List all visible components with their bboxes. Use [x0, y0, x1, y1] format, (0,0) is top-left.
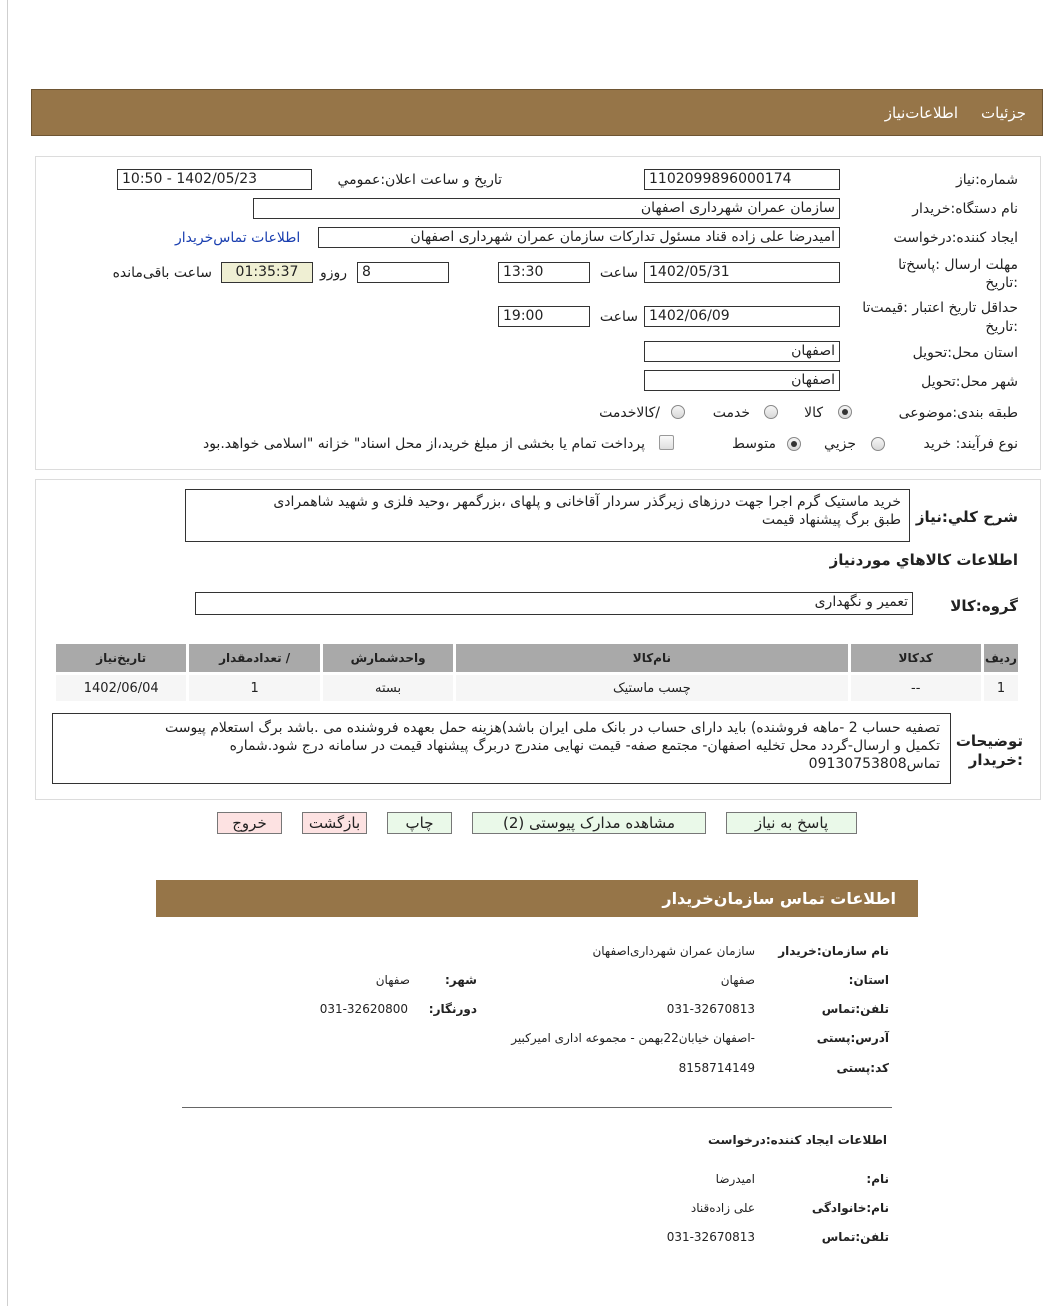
- page-left-border: [7, 0, 8, 1306]
- contact-city-label: شهر:: [445, 973, 477, 987]
- print-button[interactable]: چاپ: [387, 812, 452, 834]
- category-goods-service-label: /کالاخدمت: [599, 405, 660, 421]
- col-code: کدکالا: [851, 644, 981, 672]
- contact-province-label: استان:: [848, 973, 889, 987]
- buyer-notes-label-2: :خریدار: [968, 751, 1023, 769]
- cell-quantity: 1: [189, 675, 319, 701]
- tab-need-info[interactable]: اطلاعات‌نیاز: [884, 104, 958, 122]
- exit-button[interactable]: خروج: [217, 812, 282, 834]
- announce-datetime-field: 1402/05/23 - 10:50: [117, 169, 312, 190]
- validity-date-field: 1402/06/09: [644, 306, 840, 327]
- contact-address-value: -اصفهان خیابان22بهمن - مجموعه اداری امیرکبیر: [511, 1031, 755, 1045]
- back-button[interactable]: بازگشت: [302, 812, 367, 834]
- contact-city-value: صفهان: [375, 973, 410, 987]
- treasury-payment-note: پرداخت تمام یا بخشی از مبلغ خرید،از محل اسناد" خزانه "اسلامی خواهد.بود: [202, 436, 645, 452]
- deadline-date-field: 1402/05/31: [644, 262, 840, 283]
- tab-details[interactable]: جزئیات: [981, 104, 1026, 122]
- buyer-notes-line-2: تکمیل و ارسال-گردد محل تخلیه اصفهان- مجتمع صفه- قیمت نهایی مندرج دربرگ پیشنهاد قیمت در سامانه درج شود.شماره: [229, 738, 940, 754]
- category-service-radio[interactable]: [764, 405, 778, 419]
- process-small-radio[interactable]: [871, 437, 885, 451]
- days-label: روزو: [319, 265, 347, 281]
- province-label: استان محل:تحویل: [912, 345, 1018, 361]
- contact-fax-label: دورنگار:: [428, 1002, 477, 1016]
- buyer-notes-line-3: تماس09130753808: [808, 756, 940, 772]
- creator-name-label: نام:: [866, 1172, 889, 1186]
- contact-phone-label: تلفن:تماس: [821, 1002, 889, 1016]
- buyer-notes-line-1: تصفیه حساب 2 -ماهه فروشنده) باید دارای حساب در بانک ملی ایران باشد)هزینه حمل بعهده فروشنده می .باشد برگ استعلام پیوست: [164, 720, 940, 736]
- creator-name-value: امیدرضا: [715, 1172, 755, 1186]
- goods-table: [53, 641, 1021, 704]
- top-tab-bar: [31, 89, 1043, 136]
- cell-code: --: [851, 675, 981, 701]
- contact-province-value: صفهان: [720, 973, 755, 987]
- buyer-org-field: سازمان عمران شهرداری اصفهان: [253, 198, 840, 219]
- reply-button[interactable]: پاسخ به نیاز: [726, 812, 857, 834]
- col-quantity: / تعدادمقدار: [189, 644, 319, 672]
- col-name: نام‌کالا: [456, 644, 847, 672]
- view-attachments-button[interactable]: مشاهده مدارک پیوستی (2): [472, 812, 706, 834]
- creator-info-header: اطلاعات ایجاد کننده:درخواست: [707, 1133, 887, 1147]
- category-goods-service-radio[interactable]: [671, 405, 685, 419]
- process-medium-label: متوسط: [732, 436, 776, 452]
- category-label: طبقه بندی:موضوعی: [898, 405, 1018, 421]
- buyer-org-label: نام دستگاه:خریدار: [912, 201, 1018, 217]
- contact-header-title: اطلاعات تماس سازمان‌خریدار: [662, 889, 896, 908]
- deadline-label-date: :تاریخ: [985, 275, 1018, 291]
- cell-unit: بسته: [323, 675, 453, 701]
- col-row: ردیف: [984, 644, 1018, 672]
- creator-family-label: نام:خانوادگی: [811, 1201, 889, 1215]
- col-need-date: تاریخ‌نیاز: [56, 644, 186, 672]
- contact-fax-value: 031-32620800: [319, 1002, 408, 1016]
- goods-group-label: گروه:کالا: [950, 597, 1018, 615]
- col-unit: واحدشمارش: [323, 644, 453, 672]
- contact-address-label: آدرس:پستی: [816, 1031, 889, 1045]
- category-service-label: خدمت: [712, 405, 750, 421]
- description-label: شرح کلي:نیاز: [915, 508, 1018, 526]
- process-type-label: نوع فرآیند: خرید: [923, 436, 1018, 452]
- description-line-1: خرید ماستیک گرم اجرا جهت درزهای زیرگذر سردار آقاخانی و پلهای ،بزرگمهر ،وحید فلزی و شهید شاهمرادی: [273, 494, 901, 510]
- description-box: [185, 489, 910, 542]
- validity-label: حداقل تاریخ اعتبار :قیمت‌تا: [862, 300, 1018, 316]
- creator-label: ایجاد کننده:درخواست: [893, 230, 1018, 246]
- remaining-label: ساعت باقی‌مانده: [112, 265, 212, 281]
- buyer-notes-box: [52, 713, 951, 784]
- goods-group-field: تعمیر و نگهداری: [195, 592, 913, 615]
- announce-label: تاریخ و ساعت اعلان:عمومي: [337, 172, 502, 188]
- validity-time-field: 19:00: [498, 306, 590, 327]
- contact-header-bar: [156, 880, 918, 917]
- contact-org-label: نام سازمان:خریدار: [778, 944, 889, 958]
- creator-phone-value: 031-32670813: [666, 1230, 755, 1244]
- need-number-field: 1102099896000174: [644, 169, 840, 190]
- category-goods-label: کالا: [804, 405, 823, 421]
- province-field: اصفهان: [644, 341, 840, 362]
- treasury-payment-checkbox[interactable]: [659, 435, 674, 450]
- validity-time-label: ساعت: [599, 309, 638, 325]
- city-field: اصفهان: [644, 370, 840, 391]
- cell-name: چسب ماستیک: [456, 675, 847, 701]
- contact-phone-value: 031-32670813: [666, 1002, 755, 1016]
- validity-label-date: :تاریخ: [985, 319, 1018, 335]
- deadline-time-field: 13:30: [498, 262, 590, 283]
- buyer-notes-label: توضیحات: [955, 732, 1023, 750]
- cell-need-date: 1402/06/04: [56, 675, 186, 701]
- need-number-label: شماره:نیاز: [955, 172, 1018, 188]
- remaining-time-field: 01:35:37: [221, 262, 313, 283]
- creator-field: امیدرضا علی زاده قناد مسئول تدارکات سازمان عمران شهرداری اصفهان: [318, 227, 840, 248]
- cell-row: 1: [984, 675, 1018, 701]
- contact-postal-value: 8158714149: [678, 1061, 755, 1075]
- contact-postal-label: کد:پستی: [836, 1061, 889, 1075]
- buyer-contact-link[interactable]: اطلاعات تماس‌خریدار: [175, 230, 301, 246]
- process-medium-radio[interactable]: [787, 437, 801, 451]
- description-line-2: طبق برگ پیشنهاد قیمت: [761, 512, 901, 528]
- contact-org-value: سازمان عمران شهرداری‌اصفهان: [592, 944, 755, 958]
- process-small-label: جزيي: [824, 436, 856, 452]
- goods-table-header: [56, 644, 1018, 672]
- deadline-time-label: ساعت: [599, 265, 638, 281]
- category-goods-radio[interactable]: [838, 405, 852, 419]
- days-field: 8: [357, 262, 449, 283]
- goods-section-title: اطلاعات کالاهاي موردنیاز: [829, 551, 1018, 569]
- table-row: [56, 675, 1018, 701]
- contact-divider: [182, 1107, 892, 1108]
- creator-phone-label: تلفن:تماس: [821, 1230, 889, 1244]
- deadline-label: مهلت ارسال :پاسخ‌تا: [898, 257, 1018, 273]
- creator-family-value: علی زاده‌قناد: [690, 1201, 755, 1215]
- city-label: شهر محل:تحویل: [921, 374, 1018, 390]
